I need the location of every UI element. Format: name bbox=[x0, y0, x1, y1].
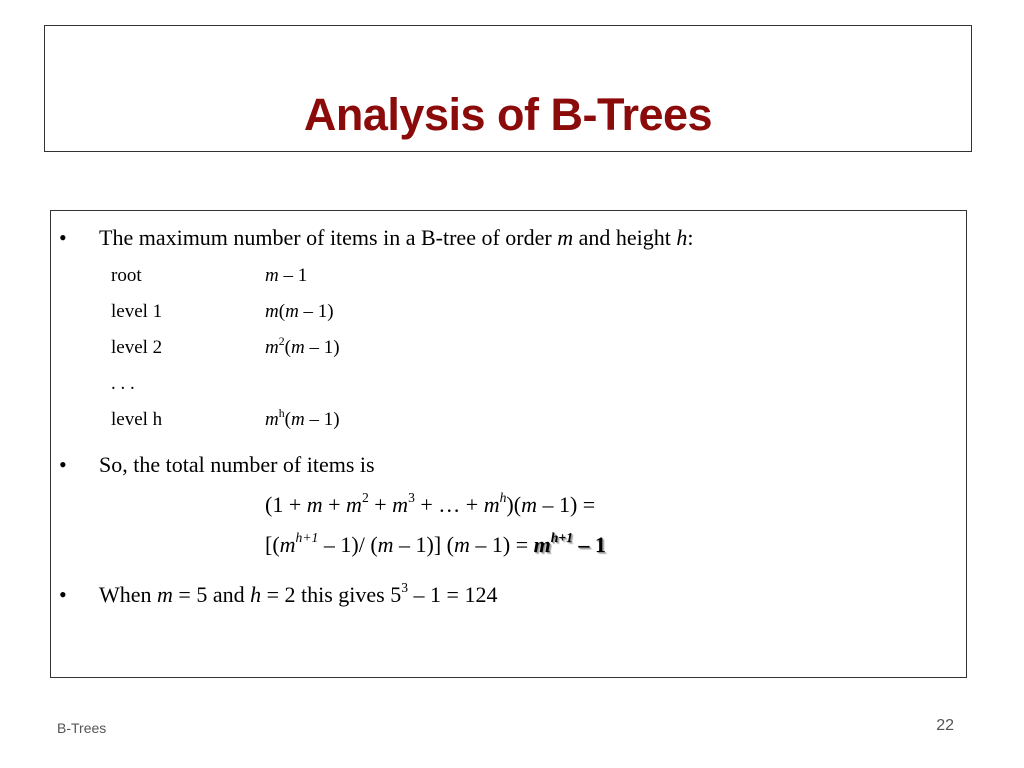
result-highlight: $m^{h+1} - 1$ bbox=[533, 530, 606, 557]
title-box bbox=[44, 25, 972, 152]
level-value-h: $m^h(m - 1)$ bbox=[265, 406, 340, 430]
level-label-1: level 1 bbox=[111, 301, 163, 322]
bullet-marker: • bbox=[59, 582, 67, 607]
page-number: 22 bbox=[936, 717, 954, 734]
slide-title: Analysis of B-Trees bbox=[303, 89, 713, 140]
bullet-marker: • bbox=[59, 452, 67, 477]
level-value-2: $m^2(m - 1)$ bbox=[265, 334, 340, 358]
equation-sum: ($1 + m + m^2 + m^3$ + … + $m^h)(m - 1)$ = bbox=[265, 490, 596, 517]
bullet-marker: • bbox=[59, 225, 67, 250]
level-ellipsis: . . . bbox=[111, 373, 135, 394]
level-value-root: m – 1 bbox=[265, 265, 308, 286]
bullet-example: When m = 5 and h = 2 this gives $5^3 - 1 = 124$ bbox=[99, 580, 498, 607]
level-label-root: root bbox=[111, 265, 142, 286]
footer-label: B-Trees bbox=[57, 720, 107, 736]
bullet-total-items: So, the total number of items is bbox=[99, 452, 375, 477]
equation-closed-form: [$(m^{h+1} - 1)/$ (m – 1)] $(m - 1) = m^{h+1} - 1$ bbox=[265, 530, 606, 557]
level-label-h: level h bbox=[111, 409, 163, 430]
level-label-2: level 2 bbox=[111, 337, 163, 358]
content-box bbox=[50, 210, 967, 678]
level-value-1: m(m – 1) bbox=[265, 301, 334, 322]
bullet-max-items: The maximum number of items in a B-tree of order m and height h: bbox=[99, 225, 694, 250]
